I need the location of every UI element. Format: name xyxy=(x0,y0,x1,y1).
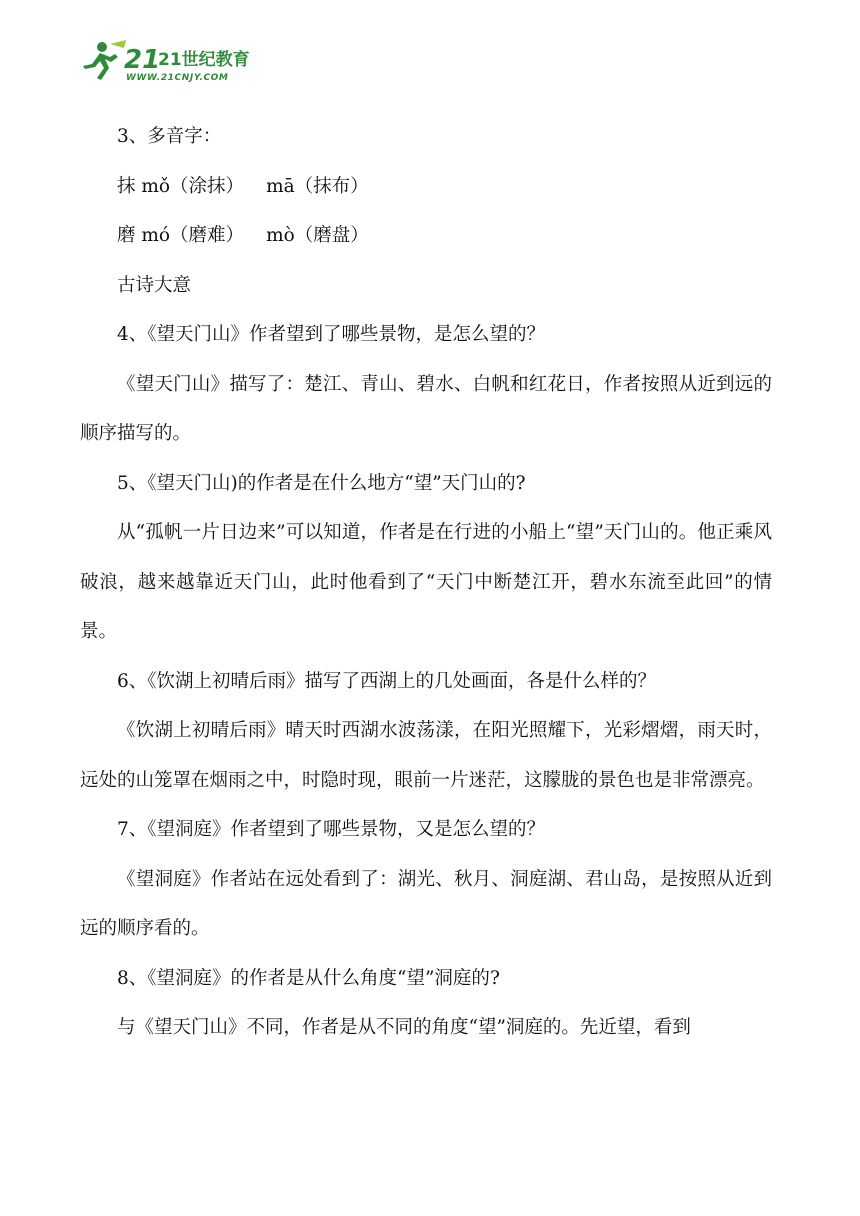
document-body xyxy=(80,112,772,1053)
heading-polyphone: 3、多音字： xyxy=(117,126,222,147)
answer-4: 《望天门山》描写了：楚江、青山、碧水、白帆和红花日，作者按照从近到远的顺序描写的。 xyxy=(80,373,772,444)
answer-6: 《饮湖上初晴后雨》晴天时西湖水波荡漾，在阳光照耀下，光彩熠熠，雨天时，远处的山笼罩在烟雨之中，时隐时现，眼前一片迷茫，这朦胧的景色也是非常漂亮。 xyxy=(80,720,772,791)
polyphone-line-1 xyxy=(80,162,772,212)
logo-text: 21世纪教育 xyxy=(158,50,250,70)
polyphone-line-2 xyxy=(80,211,772,261)
polyphone-1a: 抹 mǒ（涂抹） xyxy=(117,175,245,197)
question-6: 6、《饮湖上初晴后雨》描写了西湖上的几处画面，各是什么样的？ xyxy=(117,670,657,692)
logo-url-text: WWW.21CNJY.COM xyxy=(126,73,229,83)
svg-text:21: 21 xyxy=(124,45,161,75)
question-7: 7、《望洞庭》作者望到了哪些景物，又是怎么望的？ xyxy=(117,819,546,840)
running-person-logo-icon xyxy=(80,38,250,84)
answer-7: 《望洞庭》作者站在远处看到了：湖光、秋月、洞庭湖、君山岛，是按照从近到远的顺序看的。 xyxy=(80,868,772,939)
heading-meaning: 古诗大意 xyxy=(117,274,192,296)
site-logo xyxy=(80,38,250,84)
answer-5: 从“孤帆一片日边来”可以知道，作者是在行进的小船上“望”天门山的。他正乘风破浪，越来越靠近天门山，此时他看到了“天门中断楚江开，碧水东流至此回”的情景。 xyxy=(80,522,772,642)
polyphone-2b: mò（磨盘） xyxy=(266,225,369,246)
answer-8: 与《望天门山》不同，作者是从不同的角度“望”洞庭的。先近望，看到 xyxy=(117,1017,691,1038)
question-4: 4、《望天门山》作者望到了哪些景物，是怎么望的？ xyxy=(117,324,546,345)
question-8: 8、《望洞庭》的作者是从什么角度“望”洞庭的? xyxy=(117,967,500,989)
question-5: 5、《望天门山)的作者是在什么地方“望”天门山的? xyxy=(117,472,526,494)
polyphone-1b: mā（抹布） xyxy=(266,175,369,197)
polyphone-2a: 磨 mó（磨难） xyxy=(117,225,245,246)
